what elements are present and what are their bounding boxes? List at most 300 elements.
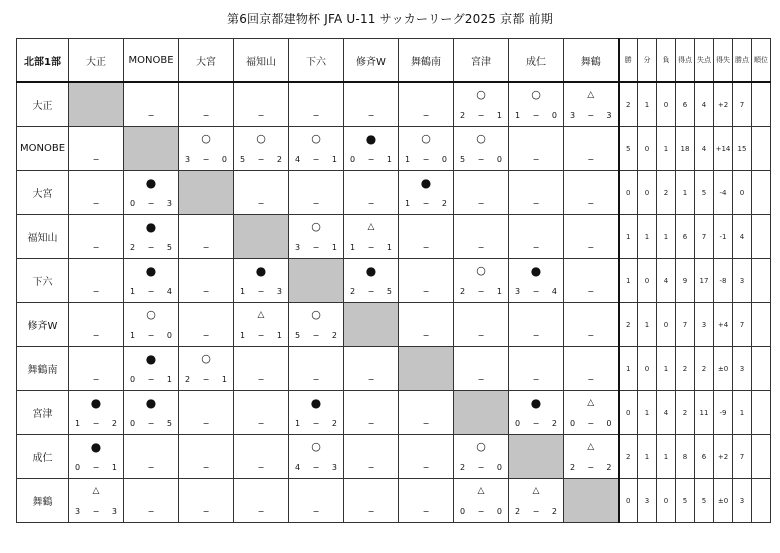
match-cell [564, 171, 619, 215]
row-team-name: MONOBE [17, 127, 69, 171]
result-mark: △ [587, 398, 595, 408]
stat-value: 0 [638, 127, 657, 171]
team-header: MONOBE [124, 39, 179, 83]
score-for: 0 [130, 199, 136, 208]
score-for: 1 [240, 331, 246, 340]
unplayed-dash: − [257, 419, 265, 428]
stat-value: +4 [714, 303, 733, 347]
result-mark: ○ [256, 132, 266, 145]
stat-header: 順位 [752, 39, 771, 83]
result-mark: ● [365, 132, 377, 146]
stat-value: 4 [657, 391, 676, 435]
result-mark: ● [145, 352, 157, 366]
unplayed-dash: − [202, 287, 210, 296]
score-dash: − [477, 463, 485, 472]
score-against: 1 [386, 155, 392, 164]
result-mark: ● [530, 396, 542, 410]
unplayed-dash: − [257, 507, 265, 516]
match-cell [509, 127, 564, 171]
score-against: 5 [166, 243, 172, 252]
score-for: 1 [515, 111, 521, 120]
row-team-name: 成仁 [17, 435, 69, 479]
match-cell [234, 259, 289, 303]
unplayed-dash: − [202, 507, 210, 516]
score-dash: − [312, 331, 320, 340]
score-dash: − [532, 419, 540, 428]
score-for: 4 [295, 155, 301, 164]
stat-value: 11 [695, 391, 714, 435]
match-cell [509, 303, 564, 347]
score-for: 2 [460, 287, 466, 296]
team-row [17, 303, 771, 347]
diagonal-cell [454, 391, 509, 435]
match-cell [509, 391, 564, 435]
stat-value [752, 259, 771, 303]
stat-value: 0 [619, 479, 638, 523]
stat-value: 5 [676, 479, 695, 523]
match-cell [509, 259, 564, 303]
result-mark: ○ [311, 308, 321, 321]
unplayed-dash: − [532, 243, 540, 252]
stat-value: ±0 [714, 347, 733, 391]
stat-value: 2 [619, 303, 638, 347]
result-mark: ● [90, 440, 102, 454]
stat-header: 負 [657, 39, 676, 83]
score-against: 1 [331, 243, 337, 252]
match-cell [344, 171, 399, 215]
score-against: 1 [496, 111, 502, 120]
stat-value: 7 [733, 435, 752, 479]
result-mark: ○ [311, 440, 321, 453]
score-against: 1 [221, 375, 227, 384]
unplayed-dash: − [532, 375, 540, 384]
stat-value: 6 [695, 435, 714, 479]
result-mark: ● [145, 396, 157, 410]
row-team-name: 福知山 [17, 215, 69, 259]
row-team-name: 下六 [17, 259, 69, 303]
score-for: 3 [295, 243, 301, 252]
unplayed-dash: − [202, 463, 210, 472]
stat-value: 2 [695, 347, 714, 391]
stat-value: 7 [733, 82, 752, 127]
stat-value [752, 347, 771, 391]
match-cell [399, 391, 454, 435]
score-against: 0 [551, 111, 557, 120]
score-against: 2 [331, 331, 337, 340]
team-header: 舞鶴南 [399, 39, 454, 83]
score-dash: − [367, 287, 375, 296]
match-cell [179, 82, 234, 127]
result-mark: △ [587, 90, 595, 100]
match-cell [179, 259, 234, 303]
row-team-name: 舞鶴南 [17, 347, 69, 391]
diagonal-cell [124, 127, 179, 171]
result-mark: △ [257, 310, 265, 320]
stat-value: 1 [657, 215, 676, 259]
score-against: 5 [386, 287, 392, 296]
result-mark: ● [145, 264, 157, 278]
score-for: 2 [185, 375, 191, 384]
match-cell [289, 127, 344, 171]
score-for: 2 [515, 507, 521, 516]
stat-value: 0 [638, 259, 657, 303]
match-cell [289, 347, 344, 391]
row-team-name: 宮津 [17, 391, 69, 435]
score-for: 5 [240, 155, 246, 164]
result-mark: △ [587, 442, 595, 452]
score-against: 3 [166, 199, 172, 208]
unplayed-dash: − [367, 375, 375, 384]
stat-value: 4 [733, 215, 752, 259]
stat-value: 1 [676, 171, 695, 215]
stat-value: 1 [638, 303, 657, 347]
result-mark: ● [420, 176, 432, 190]
match-cell [399, 479, 454, 523]
score-dash: − [147, 287, 155, 296]
stat-value: +2 [714, 82, 733, 127]
score-for: 0 [350, 155, 356, 164]
match-cell [69, 479, 124, 523]
result-mark: △ [532, 486, 540, 496]
unplayed-dash: − [367, 111, 375, 120]
row-team-name: 大宮 [17, 171, 69, 215]
score-dash: − [312, 463, 320, 472]
stat-value: 5 [695, 171, 714, 215]
unplayed-dash: − [422, 331, 430, 340]
score-against: 2 [441, 199, 447, 208]
score-for: 1 [295, 419, 301, 428]
score-dash: − [532, 111, 540, 120]
stat-value: 9 [676, 259, 695, 303]
match-cell [454, 82, 509, 127]
match-cell [509, 82, 564, 127]
unplayed-dash: − [92, 243, 100, 252]
unplayed-dash: − [422, 463, 430, 472]
stat-value: -4 [714, 171, 733, 215]
score-dash: − [202, 155, 210, 164]
match-cell [399, 303, 454, 347]
score-dash: − [257, 155, 265, 164]
match-cell [564, 435, 619, 479]
header-row [17, 39, 771, 83]
match-cell [399, 259, 454, 303]
diagonal-cell [234, 215, 289, 259]
score-against: 0 [496, 507, 502, 516]
unplayed-dash: − [367, 463, 375, 472]
score-for: 2 [350, 287, 356, 296]
score-dash: − [587, 463, 595, 472]
unplayed-dash: − [312, 199, 320, 208]
unplayed-dash: − [532, 331, 540, 340]
stat-value [752, 82, 771, 127]
row-team-name: 大正 [17, 82, 69, 127]
team-row [17, 127, 771, 171]
score-for: 1 [405, 199, 411, 208]
team-header: 大正 [69, 39, 124, 83]
match-cell [564, 127, 619, 171]
score-for: 1 [130, 331, 136, 340]
stat-value: 17 [695, 259, 714, 303]
result-mark: ● [365, 264, 377, 278]
result-mark: ○ [476, 132, 486, 145]
score-for: 3 [185, 155, 191, 164]
stat-value [752, 391, 771, 435]
stat-value: 3 [695, 303, 714, 347]
league-table [16, 38, 771, 523]
match-cell [69, 171, 124, 215]
stat-value: 4 [657, 259, 676, 303]
match-cell [234, 435, 289, 479]
score-against: 2 [111, 419, 117, 428]
stat-value: 3 [733, 479, 752, 523]
team-row [17, 435, 771, 479]
stat-value [752, 303, 771, 347]
score-for: 0 [460, 507, 466, 516]
unplayed-dash: − [422, 507, 430, 516]
stat-value: ±0 [714, 479, 733, 523]
match-cell [179, 479, 234, 523]
result-mark: ○ [201, 352, 211, 365]
match-cell [564, 82, 619, 127]
score-for: 1 [405, 155, 411, 164]
match-cell [344, 479, 399, 523]
stat-value: -9 [714, 391, 733, 435]
stat-value: 2 [619, 435, 638, 479]
match-cell [124, 259, 179, 303]
stat-header: 分 [638, 39, 657, 83]
score-for: 2 [130, 243, 136, 252]
match-cell [69, 303, 124, 347]
result-mark: ○ [311, 132, 321, 145]
stat-value: 7 [676, 303, 695, 347]
result-mark: △ [477, 486, 485, 496]
stat-value: 5 [619, 127, 638, 171]
score-for: 5 [295, 331, 301, 340]
stat-value [752, 435, 771, 479]
match-cell [124, 435, 179, 479]
match-cell [564, 391, 619, 435]
result-mark: ○ [476, 88, 486, 101]
stat-value: 7 [733, 303, 752, 347]
team-header: 修斉W [344, 39, 399, 83]
unplayed-dash: − [367, 199, 375, 208]
stat-value: +14 [714, 127, 733, 171]
unplayed-dash: − [422, 287, 430, 296]
score-dash: − [367, 243, 375, 252]
score-against: 0 [496, 155, 502, 164]
score-for: 2 [570, 463, 576, 472]
score-dash: − [147, 199, 155, 208]
score-dash: − [312, 243, 320, 252]
score-against: 3 [276, 287, 282, 296]
unplayed-dash: − [587, 375, 595, 384]
score-against: 2 [331, 419, 337, 428]
stat-value: 1 [638, 215, 657, 259]
score-against: 4 [166, 287, 172, 296]
score-dash: − [532, 507, 540, 516]
match-cell [234, 391, 289, 435]
diagonal-cell [564, 479, 619, 523]
page-title: 第6回京都建物杯 JFA U-11 サッカーリーグ2025 京都 前期 [227, 12, 553, 26]
match-cell [454, 435, 509, 479]
stat-value: 4 [695, 127, 714, 171]
team-header: 下六 [289, 39, 344, 83]
row-team-name: 舞鶴 [17, 479, 69, 523]
score-against: 2 [551, 419, 557, 428]
match-cell [399, 82, 454, 127]
match-cell [234, 127, 289, 171]
match-cell [344, 435, 399, 479]
stat-value: 2 [619, 82, 638, 127]
team-row [17, 171, 771, 215]
score-for: 0 [130, 419, 136, 428]
score-for: 4 [295, 463, 301, 472]
corner-label: 北部1部 [17, 39, 69, 83]
score-against: 3 [111, 507, 117, 516]
team-row [17, 347, 771, 391]
score-dash: − [587, 419, 595, 428]
unplayed-dash: − [312, 507, 320, 516]
score-dash: − [587, 111, 595, 120]
score-dash: − [92, 463, 100, 472]
match-cell [454, 259, 509, 303]
match-cell [454, 127, 509, 171]
result-mark: ○ [146, 308, 156, 321]
result-mark: △ [367, 222, 375, 232]
score-dash: − [367, 155, 375, 164]
match-cell [124, 347, 179, 391]
stat-value [752, 127, 771, 171]
unplayed-dash: − [477, 375, 485, 384]
match-cell [124, 479, 179, 523]
unplayed-dash: − [92, 199, 100, 208]
stat-value: 1 [638, 391, 657, 435]
match-cell [124, 82, 179, 127]
match-cell [234, 82, 289, 127]
match-cell [69, 215, 124, 259]
score-dash: − [312, 419, 320, 428]
score-against: 1 [276, 331, 282, 340]
unplayed-dash: − [92, 375, 100, 384]
score-against: 0 [166, 331, 172, 340]
diagonal-cell [344, 303, 399, 347]
stat-value: 0 [619, 171, 638, 215]
unplayed-dash: − [367, 419, 375, 428]
match-cell [564, 303, 619, 347]
match-cell [399, 171, 454, 215]
unplayed-dash: − [587, 331, 595, 340]
team-header: 成仁 [509, 39, 564, 83]
stat-value: 1 [733, 391, 752, 435]
unplayed-dash: − [202, 243, 210, 252]
score-against: 2 [276, 155, 282, 164]
unplayed-dash: − [92, 155, 100, 164]
score-dash: − [422, 199, 430, 208]
stat-header: 失点 [695, 39, 714, 83]
score-for: 2 [460, 111, 466, 120]
match-cell [509, 479, 564, 523]
stat-value: 1 [619, 215, 638, 259]
match-cell [399, 435, 454, 479]
score-against: 1 [331, 155, 337, 164]
stat-value: 8 [676, 435, 695, 479]
unplayed-dash: − [477, 199, 485, 208]
match-cell [69, 127, 124, 171]
diagonal-cell [399, 347, 454, 391]
diagonal-cell [69, 82, 124, 127]
stat-value: 0 [733, 171, 752, 215]
unplayed-dash: − [202, 111, 210, 120]
score-dash: − [147, 375, 155, 384]
result-mark: ○ [476, 440, 486, 453]
match-cell [289, 215, 344, 259]
stat-header: 得点 [676, 39, 695, 83]
stat-value: 2 [676, 391, 695, 435]
match-cell [179, 303, 234, 347]
match-cell [454, 215, 509, 259]
score-against: 0 [606, 419, 612, 428]
score-against: 0 [441, 155, 447, 164]
score-against: 4 [551, 287, 557, 296]
match-cell [344, 82, 399, 127]
match-cell [509, 347, 564, 391]
unplayed-dash: − [257, 199, 265, 208]
score-dash: − [532, 287, 540, 296]
stat-value: 1 [657, 347, 676, 391]
score-for: 3 [570, 111, 576, 120]
score-against: 2 [551, 507, 557, 516]
match-cell [179, 391, 234, 435]
match-cell [289, 435, 344, 479]
unplayed-dash: − [312, 375, 320, 384]
unplayed-dash: − [422, 243, 430, 252]
result-mark: ● [145, 176, 157, 190]
score-against: 3 [606, 111, 612, 120]
match-cell [344, 127, 399, 171]
unplayed-dash: − [532, 155, 540, 164]
score-against: 0 [221, 155, 227, 164]
match-cell [234, 347, 289, 391]
match-cell [564, 259, 619, 303]
result-mark: ● [310, 396, 322, 410]
score-against: 5 [166, 419, 172, 428]
team-row [17, 82, 771, 127]
unplayed-dash: − [312, 111, 320, 120]
stat-value: 0 [657, 479, 676, 523]
stat-value: 7 [695, 215, 714, 259]
score-dash: − [312, 155, 320, 164]
match-cell [179, 435, 234, 479]
stat-value: 4 [695, 82, 714, 127]
unplayed-dash: − [587, 199, 595, 208]
score-against: 1 [496, 287, 502, 296]
unplayed-dash: − [422, 111, 430, 120]
team-header: 福知山 [234, 39, 289, 83]
match-cell [69, 259, 124, 303]
unplayed-dash: − [92, 331, 100, 340]
match-cell [124, 303, 179, 347]
stat-value: 5 [695, 479, 714, 523]
unplayed-dash: − [422, 419, 430, 428]
match-cell [69, 435, 124, 479]
match-cell [344, 259, 399, 303]
unplayed-dash: − [202, 331, 210, 340]
score-for: 5 [460, 155, 466, 164]
stat-value: 1 [638, 82, 657, 127]
stat-value: 2 [676, 347, 695, 391]
score-for: 2 [460, 463, 466, 472]
stat-value: 3 [638, 479, 657, 523]
